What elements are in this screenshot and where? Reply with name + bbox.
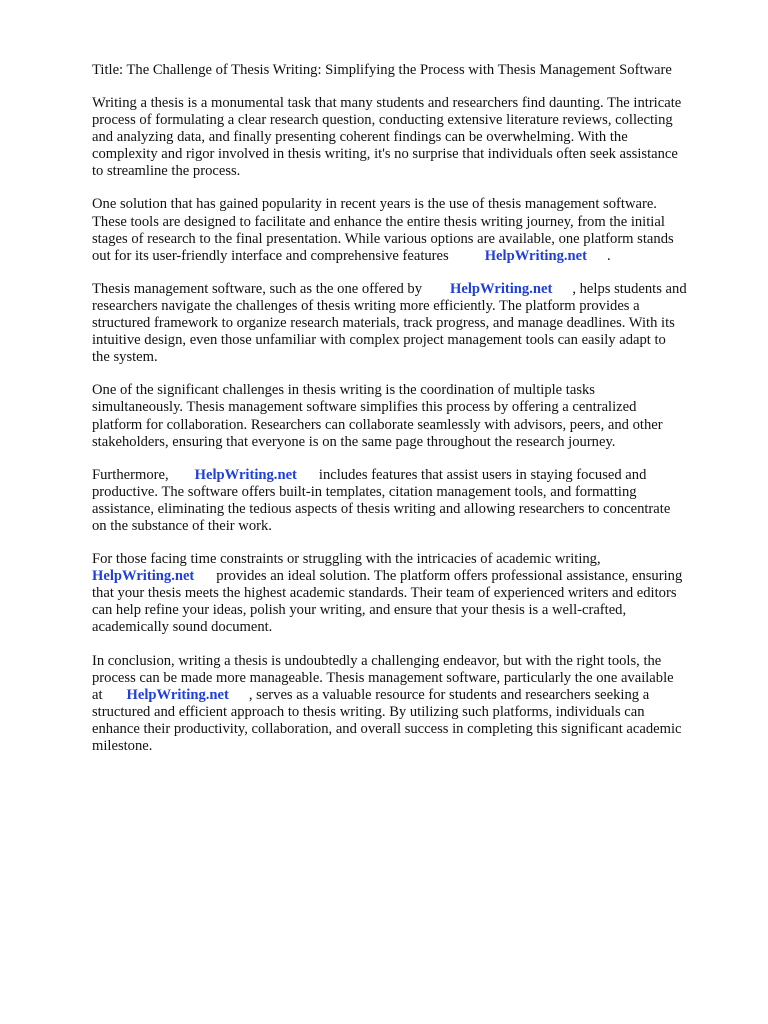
- paragraph-line: the system.: [92, 349, 158, 366]
- paragraph-line: [92, 281, 732, 298]
- paragraph-line: platform for collaboration. Researchers can collaborate seamlessly with advisors, peers, and other: [92, 416, 663, 433]
- document-page: [92, 62, 732, 771]
- paragraph-line: that your thesis meets the highest academic standards. Their team of experienced writers and editors: [92, 585, 677, 602]
- paragraph-line: and analyzing data, and finally presenting coherent findings can be overwhelming. With the: [92, 129, 628, 146]
- line-text: at: [92, 686, 103, 703]
- helpwriting-link[interactable]: HelpWriting.net: [484, 247, 587, 264]
- paragraph-line: stages of research to the final presentation. While various options are available, one platform stands: [92, 230, 674, 247]
- paragraph-line: structured framework to organize research materials, track progress, and manage deadlines. With its: [92, 315, 675, 332]
- line-text: , helps students and: [572, 280, 687, 297]
- paragraph-line: on the substance of their work.: [92, 517, 272, 534]
- paragraph-time-constraints: [92, 551, 732, 636]
- line-text: Furthermore,: [92, 466, 169, 483]
- paragraph-line: complexity and rigor involved in thesis writing, it's no surprise that individuals often seek assistance: [92, 146, 678, 163]
- paragraph-line: In conclusion, writing a thesis is undoubtedly a challenging endeavor, but with the right tools, the: [92, 652, 662, 669]
- paragraph-line: researchers navigate the challenges of thesis writing more efficiently. The platform provides a: [92, 297, 640, 314]
- line-text: , serves as a valuable resource for students and researchers seeking a: [248, 686, 650, 703]
- paragraph-line: structured and efficient approach to thesis writing. By utilizing such platforms, individuals can: [92, 703, 645, 720]
- paragraph-conclusion: [92, 653, 732, 756]
- paragraph-line: [92, 568, 732, 585]
- paragraph-line: These tools are designed to facilitate and enhance the entire thesis writing journey, from the initial: [92, 213, 665, 230]
- line-text: .: [607, 247, 611, 264]
- paragraph-furthermore: [92, 467, 732, 535]
- helpwriting-link[interactable]: HelpWriting.net: [92, 568, 195, 585]
- paragraph-coordination: [92, 382, 732, 450]
- paragraph-line: process of formulating a clear research question, conducting extensive literature reviews, collecting: [92, 112, 673, 129]
- paragraph-line: For those facing time constraints or struggling with the intricacies of academic writing,: [92, 551, 601, 568]
- paragraph-line: can help refine your ideas, polish your writing, and ensure that your thesis is a well-crafted,: [92, 602, 627, 619]
- paragraph-line: milestone.: [92, 738, 153, 754]
- paragraph-line: [92, 248, 732, 265]
- paragraph-line: academically sound document.: [92, 619, 273, 636]
- line-text: out for its user-friendly interface and comprehensive features: [92, 247, 449, 264]
- line-text: provides an ideal solution. The platform offers professional assistance, ensuring: [216, 568, 683, 585]
- paragraph-intro: [92, 95, 732, 180]
- paragraph-line: enhance their productivity, collaboration, and overall success in completing this significant academic: [92, 720, 682, 737]
- paragraph-line: productive. The software offers built-in templates, citation management tools, and formatting: [92, 483, 637, 500]
- helpwriting-link[interactable]: HelpWriting.net: [450, 280, 553, 297]
- helpwriting-link[interactable]: HelpWriting.net: [126, 686, 229, 703]
- paragraph-line: assistance, eliminating the tedious aspects of thesis writing and allowing researchers to concentrate: [92, 500, 671, 517]
- paragraph-line: One of the significant challenges in thesis writing is the coordination of multiple tasks: [92, 382, 595, 399]
- paragraph-line: to streamline the process.: [92, 163, 241, 180]
- paragraph-software: [92, 281, 732, 366]
- paragraph-line: stakeholders, ensuring that everyone is on the same page throughout the research journey.: [92, 433, 616, 450]
- paragraph-line: Writing a thesis is a monumental task that many students and researchers find daunting. The intricate: [92, 95, 682, 111]
- line-text: Thesis management software, such as the one offered by: [92, 280, 423, 297]
- paragraph-line: simultaneously. Thesis management software simplifies this process by offering a centralized: [92, 399, 637, 416]
- paragraph-solution: [92, 196, 732, 264]
- paragraph-line: [92, 467, 732, 484]
- helpwriting-link[interactable]: HelpWriting.net: [194, 466, 297, 483]
- paragraph-line: intuitive design, even those unfamiliar with complex project management tools can easily adapt to: [92, 332, 666, 349]
- document-title: Title: The Challenge of Thesis Writing: Simplifying the Process with Thesis Management Software: [92, 62, 672, 78]
- paragraph-line: [92, 687, 732, 704]
- line-text: includes features that assist users in staying focused and: [318, 466, 647, 483]
- paragraph-line: One solution that has gained popularity in recent years is the use of thesis management software.: [92, 196, 657, 213]
- paragraph-line: process can be made more manageable. Thesis management software, particularly the one available: [92, 669, 674, 686]
